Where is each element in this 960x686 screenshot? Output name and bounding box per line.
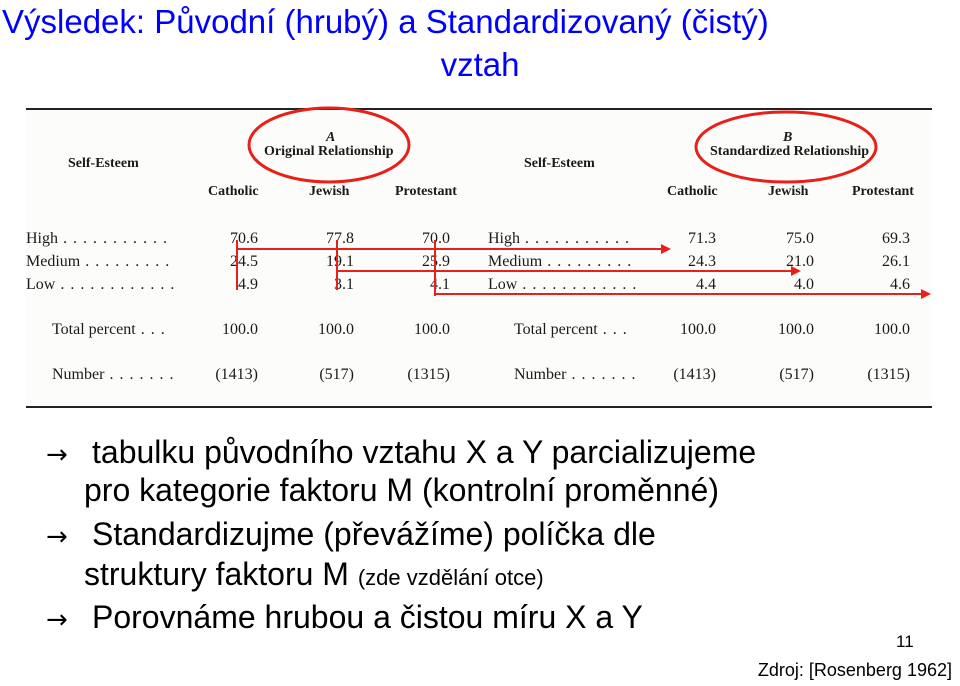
bullet-3: → Porovnáme hrubou a čistou míru X a Y [0,599,960,638]
bullet-1: → tabulku původního vztahu X a Y parcializujeme [0,434,960,473]
left-total-label: Total percent . . . [52,321,166,338]
cell-a-medium-catholic: 24.5 [230,253,258,270]
panel-b-label: Standardized Relationship [710,144,870,159]
right-col-jewish: Jewish [768,184,809,199]
cell-b-high-protestant: 69.3 [882,230,910,247]
cell-a-total-jewish: 100.0 [318,321,354,338]
left-row-header: Self-Esteem [68,156,139,171]
cell-b-total-jewish: 100.0 [778,321,814,338]
left-col-jewish: Jewish [309,184,350,199]
cell-b-medium-catholic: 24.3 [688,253,716,270]
slide-title: Výsledek: Původní (hrubý) a Standardizovaný (čistý) [2,3,769,40]
cell-b-total-protestant: 100.0 [874,321,910,338]
bullet-2-note: (zde vzdělání otce) [357,565,544,590]
right-row-low-label: Low . . . . . . . . . . . . [488,276,638,293]
slide-title-continued: vztah [440,46,520,83]
panel-b-letter: B [783,130,793,145]
cell-a-medium-jewish: 19.1 [326,253,354,270]
cell-a-number-protestant: (1315) [407,366,450,383]
left-row-high-label: High . . . . . . . . . . . [26,230,168,247]
cell-b-low-jewish: 4.0 [794,276,814,293]
scanned-table [26,108,932,408]
bullet-2: → Standardizujme (převážíme) políčka dle [0,516,960,555]
right-row-high-label: High . . . . . . . . . . . [488,230,630,247]
left-row-medium-label: Medium . . . . . . . . . [26,253,171,270]
cell-a-low-jewish: 3.1 [334,276,354,293]
right-arrow-icon: → [46,604,68,635]
page-number: 11 [896,632,914,651]
left-col-protestant: Protestant [395,184,457,199]
right-total-label: Total percent . . . [514,321,628,338]
panel-a-label: Original Relationship [264,144,394,159]
cell-b-number-jewish: (517) [779,366,814,383]
source-citation: Zdroj: [Rosenberg 1962] [757,660,952,680]
cell-b-medium-jewish: 21.0 [786,253,814,270]
cell-b-high-jewish: 75.0 [786,230,814,247]
cell-a-total-catholic: 100.0 [222,321,258,338]
left-col-catholic: Catholic [208,184,259,199]
cell-a-high-catholic: 70.6 [230,230,258,247]
cell-a-total-protestant: 100.0 [414,321,450,338]
cell-b-low-protestant: 4.6 [890,276,910,293]
cell-b-high-catholic: 71.3 [688,230,716,247]
cell-b-number-protestant: (1315) [867,366,910,383]
right-number-label: Number . . . . . . . [514,366,637,383]
left-number-label: Number . . . . . . . [52,366,175,383]
right-row-header: Self-Esteem [524,156,595,171]
cell-a-low-catholic: 4.9 [238,276,258,293]
cell-a-medium-protestant: 25.9 [422,253,450,270]
cell-a-low-protestant: 4.1 [430,276,450,293]
right-row-medium-label: Medium . . . . . . . . . [488,253,633,270]
bullet-2-continued: struktury faktoru M (zde vzdělání otce) [84,556,544,592]
cell-b-number-catholic: (1413) [673,366,716,383]
cell-a-high-protestant: 70.0 [422,230,450,247]
panel-a-letter: A [326,130,336,145]
cell-a-number-catholic: (1413) [215,366,258,383]
right-arrow-icon: → [46,439,68,470]
cell-b-low-catholic: 4.4 [696,276,716,293]
right-arrow-icon: → [46,521,68,552]
right-col-protestant: Protestant [852,184,914,199]
right-col-catholic: Catholic [667,184,718,199]
cell-a-high-jewish: 77.8 [326,230,354,247]
cell-b-total-catholic: 100.0 [680,321,716,338]
cell-b-medium-protestant: 26.1 [882,253,910,270]
cell-a-number-jewish: (517) [319,366,354,383]
left-row-low-label: Low . . . . . . . . . . . . [26,276,176,293]
bullet-1-continued: pro kategorie faktoru M (kontrolní proměnné) [84,472,719,508]
